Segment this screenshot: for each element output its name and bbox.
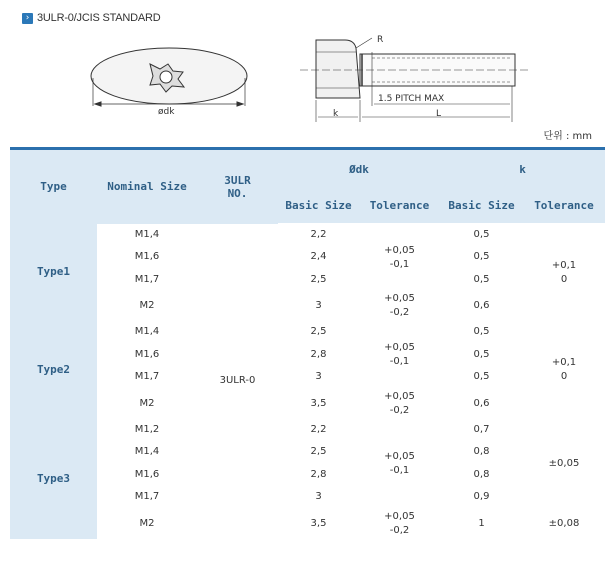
k-basic-cell: 0,7	[473, 423, 490, 435]
k-tolerance-cell: ±0,05	[548, 457, 580, 469]
k-basic-cell: 1	[478, 517, 485, 529]
table-row	[10, 321, 605, 344]
nominal-size-cell: M2	[139, 517, 155, 529]
dk-basic-cell: 3	[315, 491, 322, 503]
table-row	[10, 246, 605, 269]
nominal-size-cell: M2	[139, 397, 155, 409]
bullet-arrow-icon: ›	[22, 13, 33, 24]
table-row	[10, 486, 605, 509]
table-row	[10, 441, 605, 464]
dk-basic-cell: 2,5	[310, 273, 327, 285]
spec-table-body	[10, 224, 605, 539]
k-basic-cell: 0,8	[473, 446, 490, 458]
k-tolerance-cell: +0,1 0	[551, 259, 577, 285]
k-tolerance-cell-2: ±0,08	[548, 517, 580, 529]
k-basic-cell: 0,5	[473, 326, 490, 338]
k-tolerance-cell: +0,1 0	[551, 356, 577, 382]
nominal-size-cell: M1,4	[134, 228, 160, 240]
dk-basic-cell: 2,5	[310, 446, 327, 458]
L-dim-label: L	[436, 109, 442, 119]
k-basic-cell: 0,6	[473, 300, 490, 311]
k-basic-cell: 0,5	[473, 251, 490, 263]
nominal-size-cell: M1,4	[134, 446, 160, 458]
k-basic-cell: 0,5	[473, 229, 490, 240]
dk-tolerance-cell: +0,05 -0,2	[384, 390, 415, 416]
spec-table	[10, 147, 605, 539]
dk-tolerance-cell: +0,05 -0,1	[384, 341, 415, 367]
nominal-size-cell: M1,4	[134, 326, 160, 338]
k-dim-label: k	[333, 109, 339, 119]
dk-basic-cell: 2,2	[310, 229, 327, 240]
nominal-size-cell: M1,2	[134, 423, 160, 435]
col-k: k	[440, 149, 605, 189]
dk-basic-cell: 3	[315, 371, 322, 383]
dk-tolerance-cell: +0,05 -0,1	[384, 244, 415, 270]
k-basic-cell: 0,5	[473, 371, 490, 383]
dk-basic-cell: 3,5	[310, 517, 327, 529]
nominal-size-cell: M1,6	[134, 348, 160, 360]
nominal-size-cell: M1,6	[134, 468, 160, 480]
dk-basic-cell: 2,2	[310, 423, 327, 435]
k-basic-cell: 0,5	[473, 348, 490, 360]
table-row	[10, 419, 605, 442]
dk-basic-cell: 2,8	[310, 468, 327, 480]
screw-head-top-view	[91, 48, 247, 106]
type-cell: Type2	[10, 321, 97, 419]
dk-basic-cell: 3	[315, 300, 322, 311]
unit-label: 단위 : mm	[543, 131, 592, 142]
section-title: 3ULR-0/JCIS STANDARD	[37, 12, 161, 24]
odk-label: ødk	[158, 107, 175, 117]
table-row	[10, 509, 605, 539]
col-nominal-size: Nominal Size	[97, 149, 197, 224]
section-header	[22, 10, 161, 26]
dk-basic-cell: 3,5	[310, 397, 327, 409]
nominal-size-cell: M1,7	[134, 371, 160, 383]
col-3ulr-no: 3ULR NO.	[197, 149, 278, 224]
type-cell: Type1	[10, 224, 97, 322]
table-row	[10, 366, 605, 389]
nominal-size-cell: M2	[139, 300, 155, 311]
dk-basic-cell: 2,4	[310, 251, 327, 263]
dk-tolerance-cell: +0,05 -0,2	[384, 293, 415, 318]
nominal-size-cell: M1,7	[134, 491, 160, 503]
table-row	[10, 269, 605, 292]
dk-tolerance-cell: +0,05 -0,1	[384, 450, 415, 476]
screw-drawing	[0, 28, 610, 126]
col-odk: Ødk	[278, 149, 440, 189]
nominal-size-cell: M1,7	[134, 273, 160, 285]
pitch-label: 1.5 PITCH MAX	[378, 94, 445, 104]
type-cell: Type3	[10, 419, 97, 539]
radius-label: R	[377, 35, 384, 45]
dk-basic-cell: 2,5	[310, 326, 327, 338]
table-row	[10, 464, 605, 487]
k-basic-cell: 0,8	[473, 468, 490, 480]
col-type: Type	[10, 149, 97, 224]
table-row	[10, 224, 605, 247]
sub-k-basic: Basic Size	[440, 189, 523, 224]
sub-k-tolerance: Tolerance	[523, 189, 605, 224]
k-basic-cell: 0,5	[473, 273, 490, 285]
sub-dk-basic: Basic Size	[278, 189, 359, 224]
nominal-size-cell: M1,6	[134, 251, 160, 263]
dk-tolerance-cell: +0,05 -0,2	[384, 510, 415, 536]
k-basic-cell: 0,6	[473, 397, 490, 409]
dk-basic-cell: 2,8	[310, 348, 327, 360]
k-basic-cell: 0,9	[473, 491, 490, 503]
table-row	[10, 389, 605, 419]
table-row	[10, 291, 605, 321]
table-row	[10, 344, 605, 367]
sub-dk-tolerance: Tolerance	[359, 189, 440, 224]
part-no-cell: 3ULR-0	[219, 375, 256, 386]
